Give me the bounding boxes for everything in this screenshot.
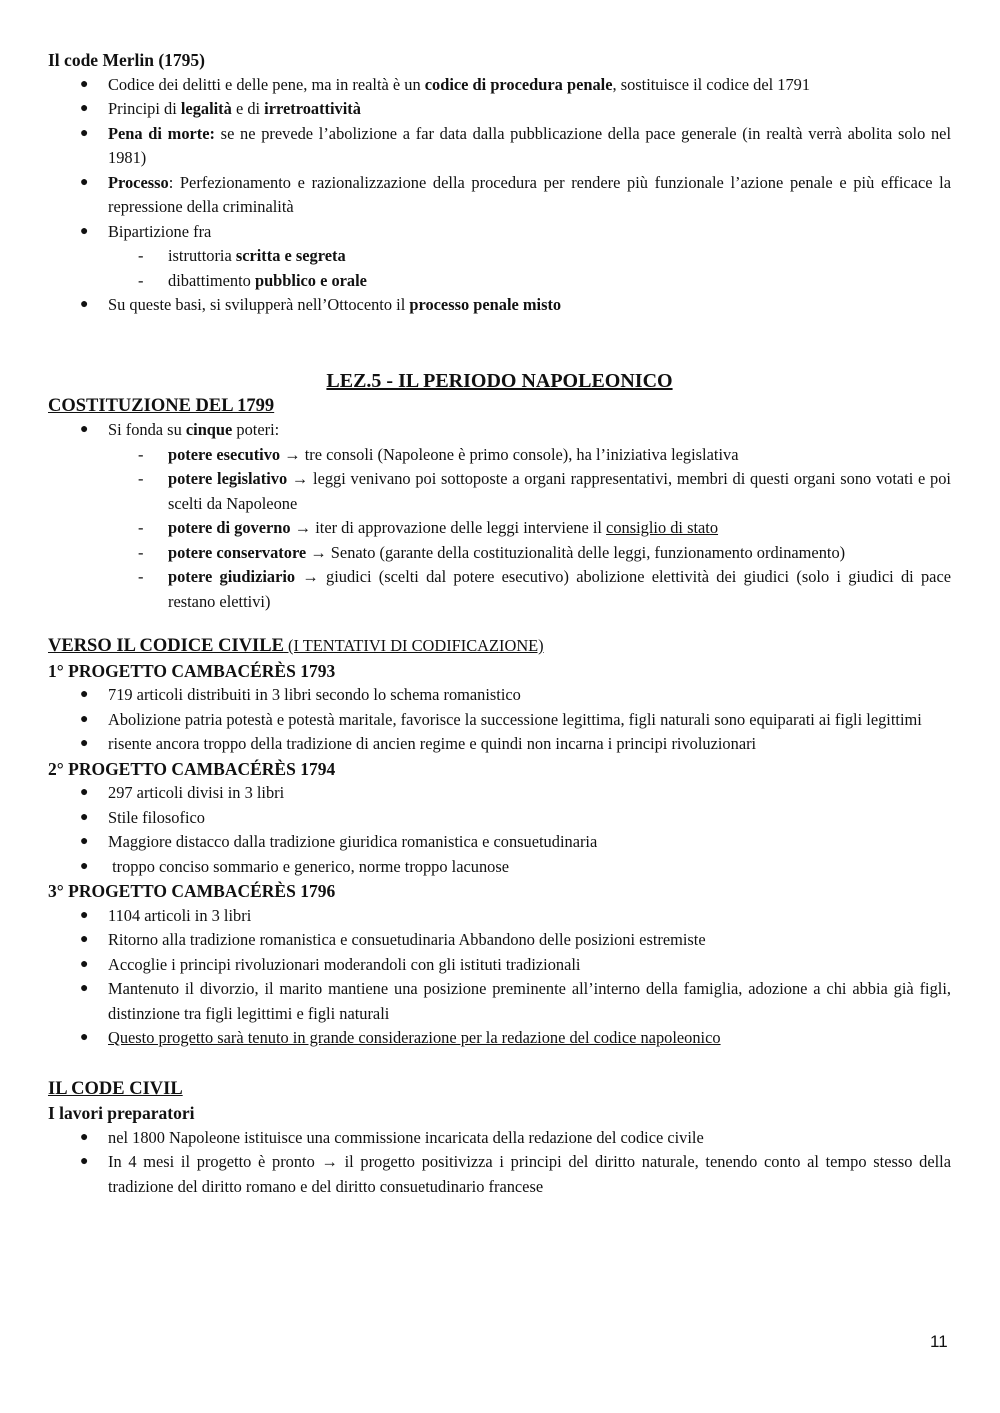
- list-item: ● Codice dei delitti e delle pene, ma in realtà è un codice di procedura penale, sostituisce il codice del 1791: [48, 73, 951, 98]
- page-number: 11: [930, 1332, 948, 1351]
- progetto-1-list: [48, 683, 951, 757]
- poteri-sublist: [48, 443, 951, 615]
- list-item: ● 719 articoli distribuiti in 3 libri secondo lo schema romanistico: [48, 683, 951, 708]
- list-item: ● Questo progetto sarà tenuto in grande considerazione per la redazione del codice napoleonico: [48, 1026, 951, 1051]
- list-item: ● Mantenuto il divorzio, il marito mantiene una posizione preminente all’interno della famiglia, adozione a chi abbia già figli, distinzione tra figli legittimi e figli naturali: [48, 977, 951, 1026]
- list-item: ● Si fonda su cinque poteri: - potere esecutivo → tre consoli (Napoleone è primo console), ha l’iniziativa legislativa - potere legislativo → leggi venivano poi sottoposte a organi rappresentativi, membri di questi organi sono votati e poi scelti da Napoleone - potere di governo → iter di approvazione delle leggi interviene il consiglio di stato - potere conservatore → Senato (garante della costituzionalità delle leggi, funzionamento ordinamento) - potere giudiziario → giudici (scelti dal potere esecutivo) abolizione elettività dei giudici (solo i giudici di pace restano elettivi): [48, 418, 951, 614]
- codice-heading: VERSO IL CODICE CIVILE (I TENTATIVI DI CODIFICAZIONE): [48, 636, 544, 656]
- costituzione-list: [48, 418, 951, 614]
- progetto-3-list: [48, 904, 951, 1051]
- merlin-list: [48, 73, 951, 318]
- progetto-1-heading: 1° PROGETTO CAMBACÉRÈS 1793: [48, 660, 336, 681]
- merlin-heading: Il code Merlin (1795): [48, 50, 205, 70]
- sublist-item: - potere di governo → iter di approvazione delle leggi interviene il consiglio di stato: [48, 516, 951, 541]
- sublist-item: - potere esecutivo → tre consoli (Napoleone è primo console), ha l’iniziativa legislativa: [48, 443, 951, 468]
- code-civil-heading: IL CODE CIVIL: [48, 1078, 183, 1099]
- list-item: ● Stile filosofico: [48, 806, 951, 831]
- code-civil-list: [48, 1126, 951, 1200]
- sublist-item: - istruttoria scritta e segreta: [48, 244, 951, 269]
- list-item: ● Abolizione patria potestà e potestà maritale, favorisce la successione legittima, figli naturali sono equiparati ai figli legittimi: [48, 708, 951, 733]
- sublist-item: - dibattimento pubblico e orale: [48, 269, 951, 294]
- list-item: ● Su queste basi, si svilupperà nell’Ottocento il processo penale misto: [48, 293, 951, 318]
- sublist-item: - potere giudiziario → giudici (scelti dal potere esecutivo) abolizione elettività dei giudici (solo i giudici di pace restano elettivi): [48, 565, 951, 614]
- list-item: ● troppo conciso sommario e generico, norme troppo lacunose: [48, 855, 951, 880]
- list-item: ● Pena di morte: se ne prevede l’abolizione a far data dalla pubblicazione della pace generale (in realtà verrà abolita solo nel 1981): [48, 122, 951, 171]
- progetto-3-heading: 3° PROGETTO CAMBACÉRÈS 1796: [48, 881, 336, 901]
- list-item: ● Principi di legalità e di irretroattività: [48, 97, 951, 122]
- list-item: ● risente ancora troppo della tradizione di ancien regime e quindi non incarna i principi rivoluzionari: [48, 732, 951, 757]
- lavori-preparatori-heading: I lavori preparatori: [48, 1103, 195, 1123]
- list-item: ● 297 articoli divisi in 3 libri: [48, 781, 951, 806]
- sublist-item: - potere legislativo → leggi venivano poi sottoposte a organi rappresentativi, membri di questi organi sono votati e poi scelti da Napoleone: [48, 467, 951, 516]
- lesson-title: LEZ.5 - IL PERIODO NAPOLEONICO: [326, 369, 673, 392]
- bipartizione-sublist: [48, 244, 951, 293]
- progetto-2-heading: 2° PROGETTO CAMBACÉRÈS 1794: [48, 758, 336, 779]
- list-item: ● nel 1800 Napoleone istituisce una commissione incaricata della redazione del codice civile: [48, 1126, 951, 1151]
- list-item: ● Bipartizione fra - istruttoria scritta e segreta - dibattimento pubblico e orale: [48, 220, 951, 294]
- list-item: ● 1104 articoli in 3 libri: [48, 904, 951, 929]
- list-item: ● Ritorno alla tradizione romanistica e consuetudinaria Abbandono delle posizioni estremiste: [48, 928, 951, 953]
- document-page: [48, 48, 951, 1199]
- progetto-2-list: [48, 781, 951, 879]
- list-item: ● Maggiore distacco dalla tradizione giuridica romanistica e consuetudinaria: [48, 830, 951, 855]
- costituzione-heading: COSTITUZIONE DEL 1799: [48, 395, 275, 416]
- sublist-item: - potere conservatore → Senato (garante della costituzionalità delle leggi, funzionamento ordinamento): [48, 541, 951, 566]
- list-item: ● Accoglie i principi rivoluzionari moderandoli con gli istituti tradizionali: [48, 953, 951, 978]
- list-item: ● Processo: Perfezionamento e razionalizzazione della procedura per rendere più funzionale l’azione penale e più efficace la repressione della criminalità: [48, 171, 951, 220]
- list-item: ● In 4 mesi il progetto è pronto → il progetto positivizza i principi del diritto naturale, tenendo conto al tempo stesso della tradizione del diritto romano e del diritto consuetudinario francese: [48, 1150, 951, 1199]
